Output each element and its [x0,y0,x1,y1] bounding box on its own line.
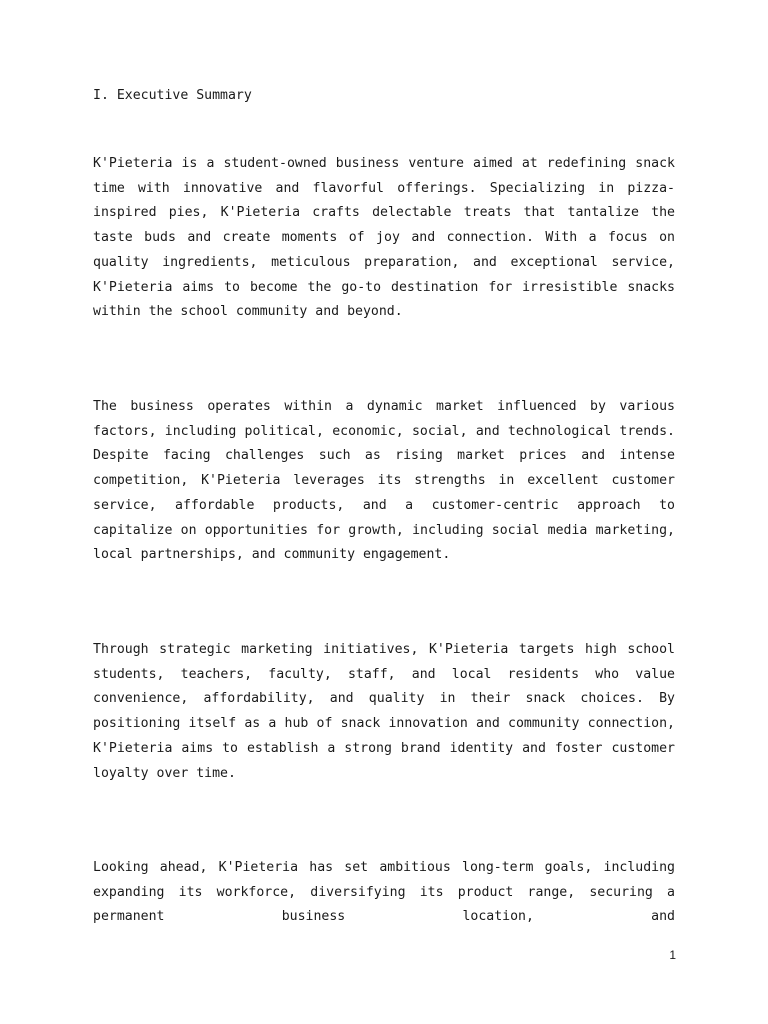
paragraph-1: K'Pieteria is a student-owned business venture aimed at redefining snack time with innovative and flavorful offerings. Specializing in pizza-inspired pies, K'Pieteria crafts delectable treats that tantalize the taste buds and create moments of joy and connection. With a focus on quality ingredients, meticulous preparation, and exceptional service, K'Pieteria aims to become the go-to destination for irresistible snacks within the school community and beyond. [93,156,675,320]
paragraph-2: The business operates within a dynamic market influenced by various factors, including political, economic, social, and technological trends. Despite facing challenges such as rising market prices and intense competition, K'Pieteria leverages its strengths in excellent customer service, affordable products, and a customer-centric approach to capitalize on opportunities for growth, including social media marketing, local partnerships, and community engagement. [93,399,675,563]
section-heading: I. Executive Summary [93,88,252,103]
paragraph-3: Through strategic marketing initiatives, K'Pieteria targets high school students, teachers, faculty, staff, and local residents who value convenience, affordability, and quality in their snack choices. By positioning itself as a hub of snack innovation and community connection, K'Pieteria aims to establish a strong brand identity and foster customer loyalty over time. [93,642,675,781]
paragraph-4: Looking ahead, K'Pieteria has set ambitious long-term goals, including expanding its workforce, diversifying its product range, securing a permanent business location, and [93,860,675,925]
page-number: 1 [669,948,676,962]
